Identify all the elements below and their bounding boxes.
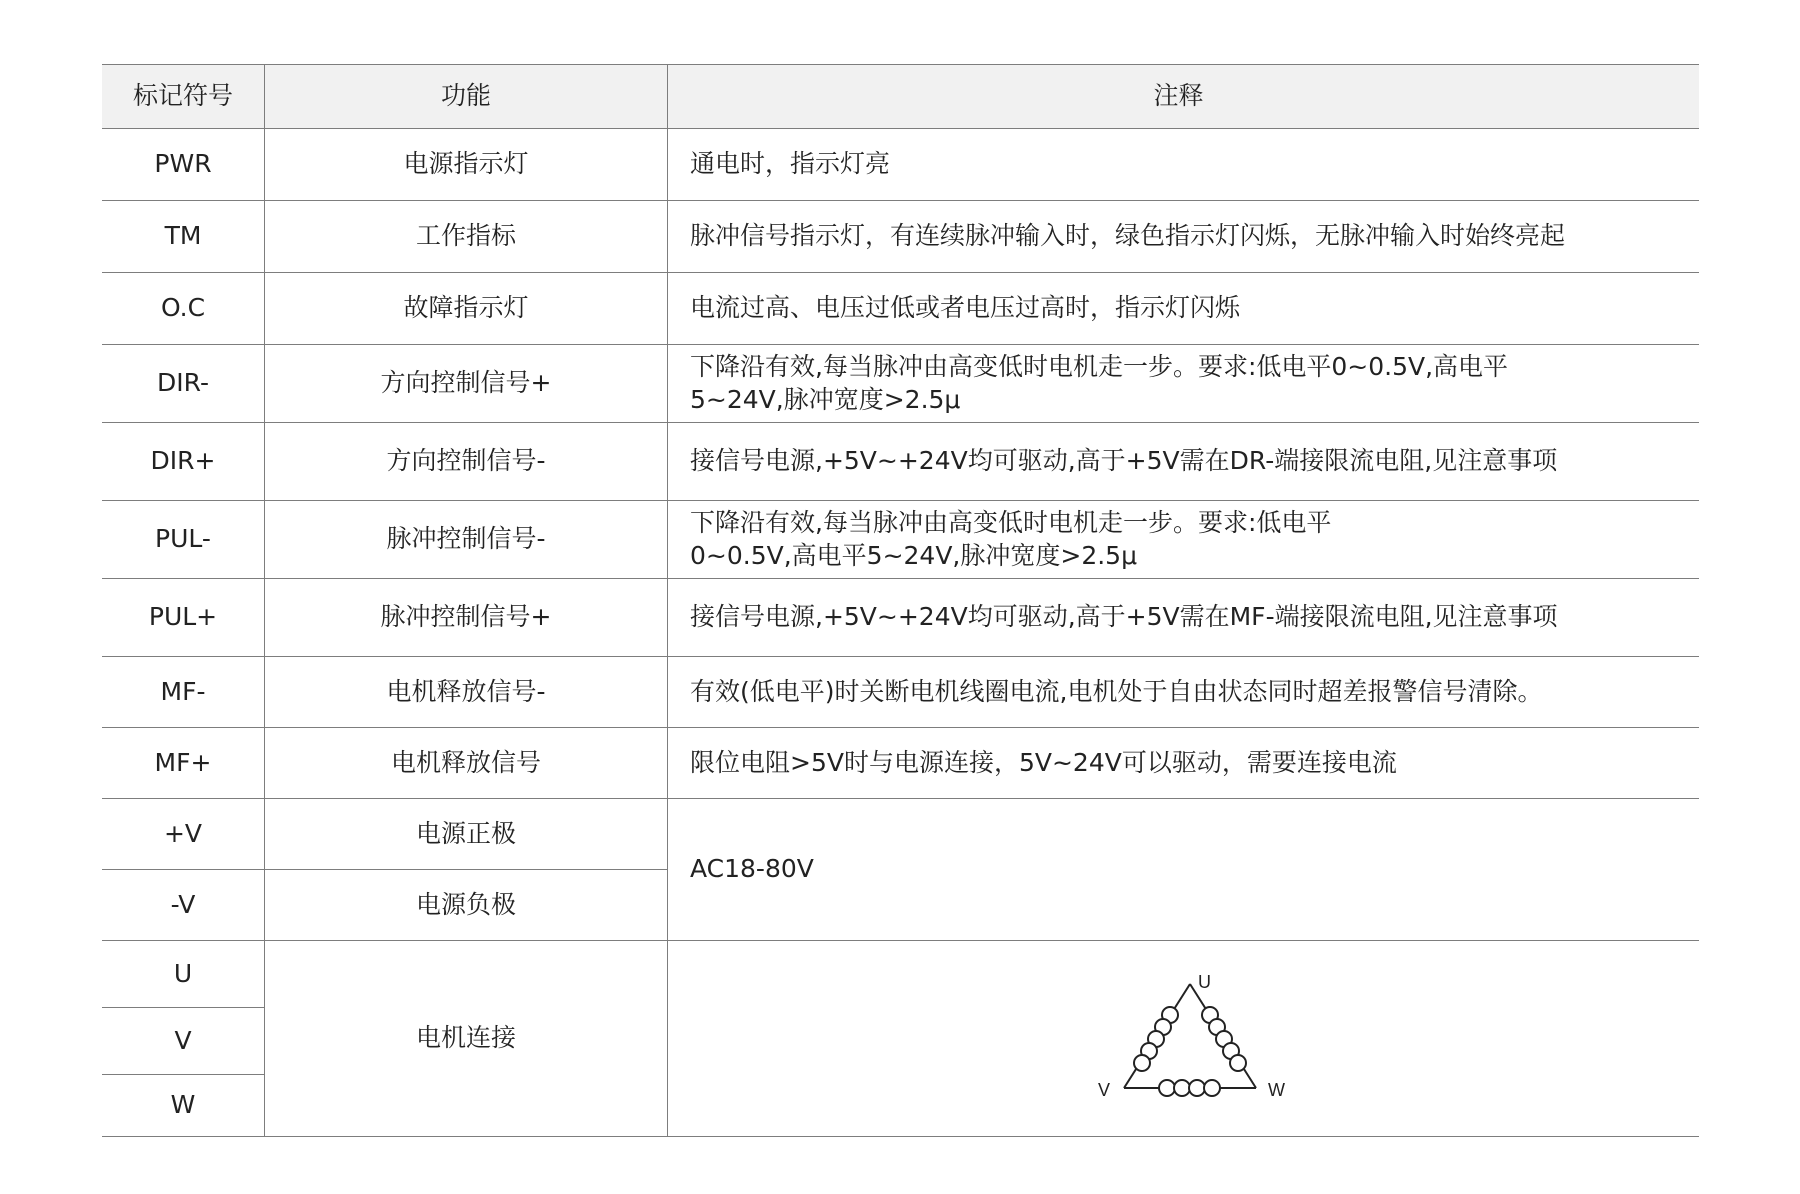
function-cell: 电机释放信号 — [265, 728, 668, 799]
table-row — [102, 129, 1699, 201]
function-cell: 故障指示灯 — [265, 273, 668, 345]
function-cell: 脉冲控制信号- — [265, 501, 668, 579]
note-cell: 电流过高、电压过低或者电压过高时，指示灯闪烁 — [668, 273, 1700, 345]
symbol-cell: +V — [102, 799, 265, 870]
function-cell: 电源指示灯 — [265, 129, 668, 201]
table-row — [102, 941, 1699, 1008]
table-row — [102, 657, 1699, 728]
table-row — [102, 799, 1699, 870]
coil-icon — [1189, 1080, 1205, 1096]
symbol-cell: U — [102, 941, 265, 1008]
symbol-cell: PWR — [102, 129, 265, 201]
symbol-cell: W — [102, 1075, 265, 1137]
table-row — [102, 501, 1699, 579]
table-row — [102, 579, 1699, 657]
symbol-cell: -V — [102, 870, 265, 941]
symbol-cell: PUL+ — [102, 579, 265, 657]
function-cell: 电机释放信号- — [265, 657, 668, 728]
delta-winding-diagram — [1090, 964, 1290, 1114]
table-row — [102, 201, 1699, 273]
function-cell: 脉冲控制信号+ — [265, 579, 668, 657]
note-cell: 下降沿有效,每当脉冲由高变低时电机走一步。要求:低电平0~0.5V,高电平5~24V,脉冲宽度>2.5μ — [668, 345, 1700, 423]
function-cell: 电机连接 — [265, 941, 668, 1137]
function-cell: 电源正极 — [265, 799, 668, 870]
function-cell: 电源负极 — [265, 870, 668, 941]
coil-icon — [1204, 1080, 1220, 1096]
terminal-u-label: U — [1197, 971, 1211, 992]
symbol-cell: V — [102, 1008, 265, 1075]
coil-icon — [1159, 1080, 1175, 1096]
symbol-cell: TM — [102, 201, 265, 273]
symbol-cell: MF- — [102, 657, 265, 728]
table-row — [102, 273, 1699, 345]
symbol-cell: PUL- — [102, 501, 265, 579]
function-cell: 工作指标 — [265, 201, 668, 273]
symbol-cell: DIR+ — [102, 423, 265, 501]
terminal-w-label: W — [1267, 1079, 1285, 1100]
signal-table — [102, 64, 1699, 1137]
header-symbol: 标记符号 — [102, 65, 265, 129]
note-cell: 通电时，指示灯亮 — [668, 129, 1700, 201]
coil-icon — [1230, 1055, 1246, 1071]
table-row — [102, 423, 1699, 501]
header-function: 功能 — [265, 65, 668, 129]
header-note: 注释 — [668, 65, 1700, 129]
coil-icon — [1174, 1080, 1190, 1096]
function-cell: 方向控制信号+ — [265, 345, 668, 423]
note-cell: 接信号电源,+5V~+24V均可驱动,高于+5V需在MF-端接限流电阻,见注意事项 — [668, 579, 1700, 657]
terminal-v-label: V — [1097, 1079, 1110, 1100]
note-cell: 限位电阻>5V时与电源连接，5V~24V可以驱动，需要连接电流 — [668, 728, 1700, 799]
header-row — [102, 65, 1699, 129]
coil-icon — [1134, 1055, 1150, 1071]
note-cell: 脉冲信号指示灯，有连续脉冲输入时，绿色指示灯闪烁，无脉冲输入时始终亮起 — [668, 201, 1700, 273]
symbol-cell: O.C — [102, 273, 265, 345]
note-cell: 接信号电源,+5V~+24V均可驱动,高于+5V需在DR-端接限流电阻,见注意事项 — [668, 423, 1700, 501]
table-row — [102, 345, 1699, 423]
symbol-cell: DIR- — [102, 345, 265, 423]
table-row — [102, 728, 1699, 799]
note-cell: 下降沿有效,每当脉冲由高变低时电机走一步。要求:低电平0~0.5V,高电平5~24V,脉冲宽度>2.5μ — [668, 501, 1700, 579]
note-cell: AC18-80V — [668, 799, 1700, 941]
note-cell: 有效(低电平)时关断电机线圈电流,电机处于自由状态同时超差报警信号清除。 — [668, 657, 1700, 728]
function-cell: 方向控制信号- — [265, 423, 668, 501]
motor-diagram-cell — [668, 941, 1700, 1137]
symbol-cell: MF+ — [102, 728, 265, 799]
